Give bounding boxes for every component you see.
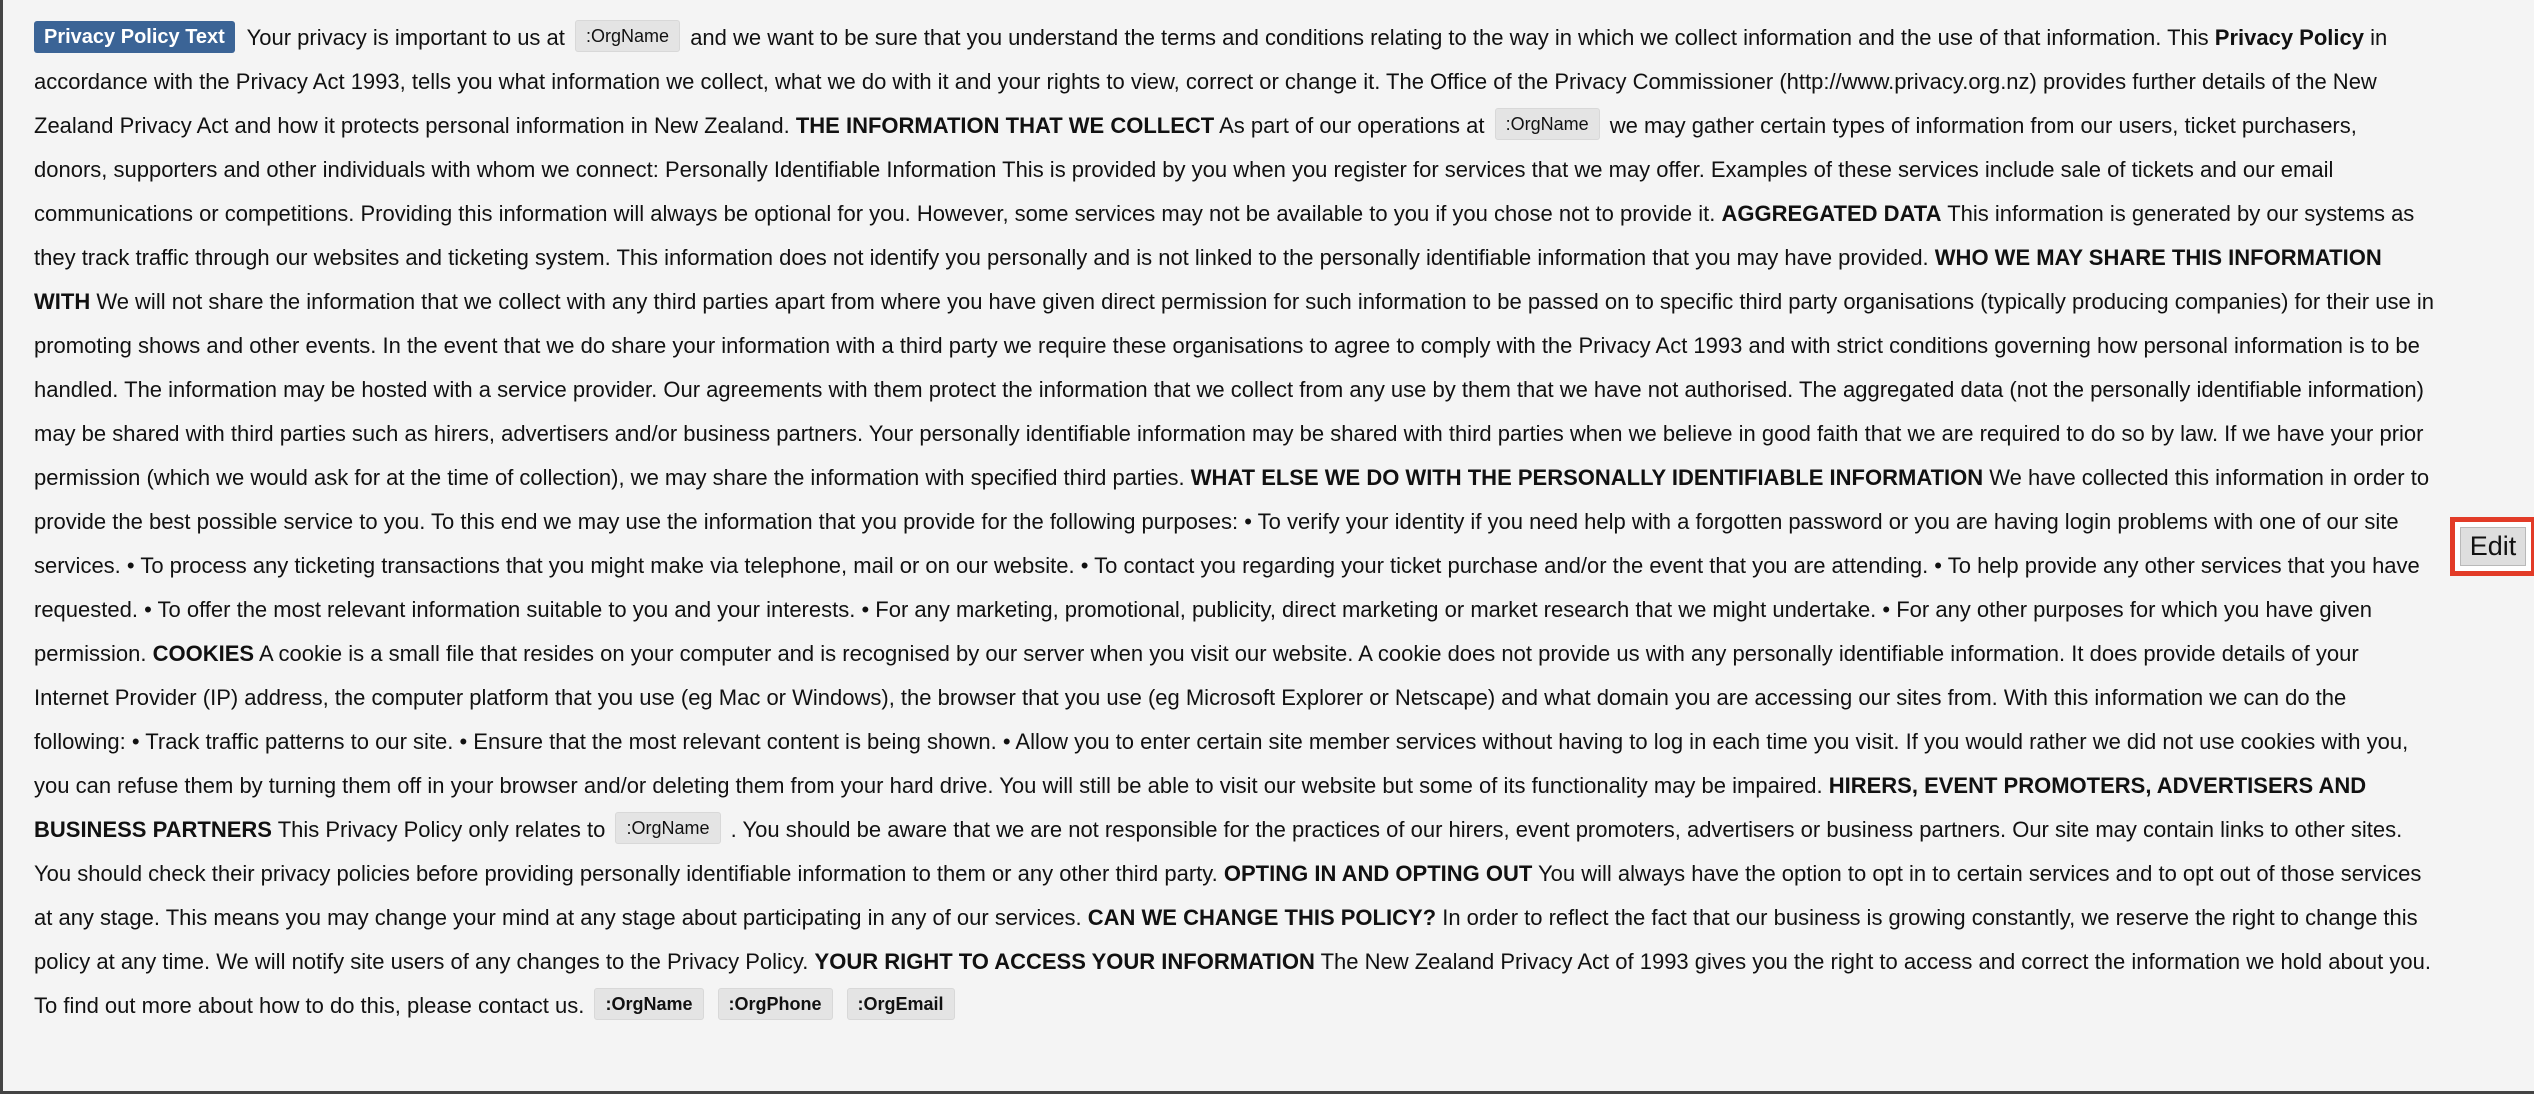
org-name-token: :OrgName bbox=[1495, 108, 1600, 140]
policy-text: A cookie is a small file that resides on your computer and is recognised by our server when you visit our website. A cookie does not provide us with any personally identifiable information. It does provide details of your Internet Provider (IP) address, the computer platform that you use (eg Mac or Windows), the browser that you use (eg Microsoft Explorer or Netscape) and what domain you are accessing our sites from. With this information we can do the following: • Track traffic patterns to our site. • Ensure that the most relevant content is being shown. • Allow you to enter certain site member services without having to log in each time you visit. If you would rather we did not use cookies with you, you can refuse them by turning them off in your browser and/or deleting them from your hard drive. You will still be able to visit our website but some of its functionality may be impaired. bbox=[34, 641, 2409, 798]
policy-heading: COOKIES bbox=[152, 641, 255, 666]
policy-heading: OPTING IN AND OPTING OUT bbox=[1223, 861, 1533, 886]
policy-text: This information is generated by our systems as they track traffic through our websites and ticketing system. This information does not identify you personally and is not linked to the personally identifiable information that you may have provided. bbox=[34, 201, 2415, 270]
policy-heading: WHO WE MAY SHARE THIS INFORMATION WITH bbox=[34, 245, 2382, 314]
org-name-token: :OrgName bbox=[615, 812, 720, 844]
policy-heading: WHAT ELSE WE DO WITH THE PERSONALLY IDENTIFIABLE INFORMATION bbox=[1190, 465, 1984, 490]
edit-button-highlight bbox=[2450, 517, 2534, 576]
policy-text: . You should be aware that we are not responsible for the practices of our hirers, event promoters, advertisers or business partners. Our site may contain links to other sites. You should check their privacy policies before providing personally identifiable information to them or any other third party. bbox=[34, 817, 2403, 886]
policy-text: Your privacy is important to us at bbox=[246, 25, 565, 50]
policy-heading: YOUR RIGHT TO ACCESS YOUR INFORMATION bbox=[814, 949, 1315, 974]
policy-heading: Privacy Policy bbox=[2214, 25, 2364, 50]
privacy-policy-content bbox=[34, 16, 2434, 1028]
org-email-token: :OrgEmail bbox=[847, 988, 955, 1020]
policy-heading: HIRERS, EVENT PROMOTERS, ADVERTISERS AND BUSINESS PARTNERS bbox=[34, 773, 2367, 842]
policy-heading: THE INFORMATION THAT WE COLLECT bbox=[795, 113, 1215, 138]
policy-text: The New Zealand Privacy Act of 1993 gives you the right to access and correct the information we hold about you. To find out more about how to do this, please contact us. bbox=[34, 949, 2431, 1018]
policy-heading: AGGREGATED DATA bbox=[1721, 201, 1942, 226]
policy-text: As part of our operations at bbox=[1219, 113, 1485, 138]
policy-text: and we want to be sure that you understand the terms and conditions relating to the way in which we collect information and the use of that information. This bbox=[690, 25, 2209, 50]
org-phone-token: :OrgPhone bbox=[718, 988, 833, 1020]
privacy-policy-paragraph bbox=[34, 16, 2434, 1028]
policy-text: We have collected this information in order to provide the best possible service to you. To this end we may use the information that you provide for the following purposes: • To verify your identity if you need help with a forgotten password or you are having login problems with one of our site services. • To process any ticketing transactions that you might make via telephone, mail or on our website. • To contact you regarding your ticket purchase and/or the event that you are attending. • To help provide any other services that you have requested. • To offer the most relevant information suitable to you and your interests. • For any marketing, promotional, publicity, direct marketing or market research that we might undertake. • For any other purposes for which you have given permission. bbox=[34, 465, 2430, 666]
policy-text: We will not share the information that we collect with any third parties apart from where you have given direct permission for such information to be passed on to specific third party organisations (typically producing companies) for their use in promoting shows and other events. In the event that we do share your information with a third party we require these organisations to agree to comply with the Privacy Act 1993 and with strict conditions governing how personal information is to be handled. The information may be hosted with a service provider. Our agreements with them protect the information that we collect from any use by them that we have not authorised. The aggregated data (not the personally identifiable information) may be shared with third parties such as hirers, advertisers and/or business partners. Your personally identifiable information may be shared with third parties when we believe in good faith that we are required to do so by law. If we have your prior permission (which we would ask for at the time of collection), we may share the information with specified third parties. bbox=[34, 289, 2434, 490]
org-name-token: :OrgName bbox=[575, 20, 680, 52]
org-name-token: :OrgName bbox=[594, 988, 703, 1020]
policy-text: in accordance with the Privacy Act 1993, tells you what information we collect, what we do with it and your rights to view, correct or change it. The Office of the Privacy Commissioner (http://www.privacy.org.nz) provides further details of the New Zealand Privacy Act and how it protects personal information in New Zealand. bbox=[34, 25, 2388, 138]
privacy-policy-label: Privacy Policy Text bbox=[34, 21, 235, 53]
policy-text: This Privacy Policy only relates to bbox=[277, 817, 606, 842]
policy-text: we may gather certain types of information from our users, ticket purchasers, donors, supporters and other individuals with whom we connect: Personally Identifiable Information This is provided by you when you register for services that we may offer. Examples of these services include sale of tickets and our email communications or competitions. Providing this information will always be optional for you. However, some services may not be available to you if you chose not to provide it. bbox=[34, 113, 2357, 226]
policy-text: In order to reflect the fact that our business is growing constantly, we reserve the right to change this policy at any time. We will notify site users of any changes to the Privacy Policy. bbox=[34, 905, 2418, 974]
policy-heading: CAN WE CHANGE THIS POLICY? bbox=[1087, 905, 1437, 930]
policy-text: You will always have the option to opt in to certain services and to opt out of those services at any stage. This means you may change your mind at any stage about participating in any of our services. bbox=[34, 861, 2422, 930]
edit-button[interactable]: Edit bbox=[2460, 527, 2526, 566]
